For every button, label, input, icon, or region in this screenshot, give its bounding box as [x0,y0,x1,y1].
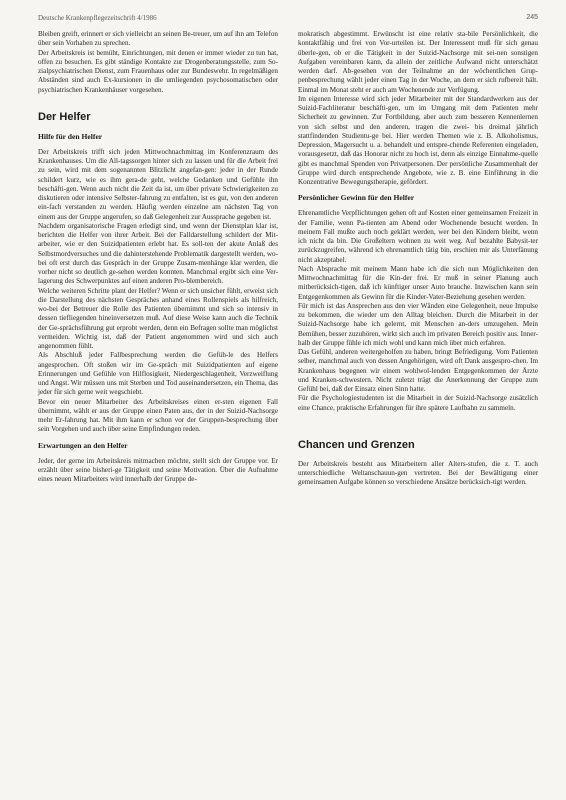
paragraph: Der Arbeitskreis besteht aus Mitarbeitern aller Alters-stufen, die z. T. auch unterschiedliche Weltanschauun-gen vertreten. Bei der Bewältigung einer gemeinsamen Aufgabe können so verschiedene Ansätze berücksich-tigt werden. [298,459,538,487]
paragraph: Welche weiteren Schritte plant der Helfer? Wenn er sich unsicher fühlt, erweist sich die Darstellung des nächsten Gespräches anhand eines Rollenspiels als hilfreich, wo-bei der Betreuer die Rolle des Patienten übernimmt und sich so intensiv in dessen tiefliegenden hineinversetzen muß. Auf diese Weise kann auch die Technik der Ge-sprächsführung gut erprobt werden, denn ein Befragen sollte man möglichst vermeiden. Wichtig ist, daß der Patient angenommen wird und sich auch angenommen fühlt. [38,286,278,350]
paragraph: Das Gefühl, anderen weitergeholfen zu haben, bringt Befriedigung. Vom Patienten selber, manchmal auch von dessen Angehörigen, wird oft Dank ausgespro-chen. Im Krankenhaus begegnen wir einem wohlwol-lenden Entgegenkommen der Ärzte und Kranken-schwestern. Nicht zuletzt trägt die Anerkennung der Gruppe zum Gefühl bei, daß der Einsatz einen Sinn hatte. [298,348,538,393]
subheading-gewinn: Persönlicher Gewinn für den Helfer [298,193,415,203]
paragraph: Bevor ein neuer Mitarbeiter des Arbeitskreises einen er-sten eigenen Fall übernimmt, wählt er aus der Gruppe einen Paten aus, der in der Suizid-Nachsorge mehr Er-fahrung hat. Mit ihm kann er schon vor der Gruppen-besprechung über sein Vorgehen und auch über seine Empfindungen reden. [38,397,278,434]
paragraph: Jeder, der gerne im Arbeitskreis mitmachen möchte, stellt sich der Gruppe vor. Er erzählt über seine bisheri-ge Tätigkeit und seine Motivation. Über die Aufnahme eines neuen Mitarbeiters wird innerhalb der Gruppe de- [38,456,278,483]
section-heading-helfer: Der Helfer [38,110,91,123]
paragraph: Bleiben greift, erinnert er sich vielleicht an seinen Be-treuer, um auf ihn am Telefon über sein Vorhaben zu sprechen. [38,30,278,48]
paragraph: Als Abschluß jeder Fallbesprechung werden die Gefüh-le des Helfers angesprochen. Oft stoßen wir im Ge-spräch mit Suizidpatienten auf eigene Erinnerungen und Gefühle von Hilflosigkeit, Niedergeschlagenheit, Verzweiflung und Angst. Wir müssen uns mit Sterben und Tod auseinandersetzen, ein Thema, das jeder für sich gerne weit wegschiebt. [38,351,278,397]
paragraph: Für mich ist das Ansprechen aus den vier Wänden eine Gelegenheit, neue Impulse zu bekommen, die wieder um den Alltag bleichen. Durch die Mitarbeit in der Suizid-Nachsorge habe ich gelernt, mit Menschen an-ders umzugehen. Mein Bemühen, besser zuzuhören, wirkt sich auch im privaten Bereich positiv aus. Inner-halb der Gruppe fühle ich mich wohl und kann mich über mich erfahren. [298,301,538,347]
left-column [38,30,278,484]
paragraph: Für die Psychologiestudenten ist die Mitarbeit in der Suizid-Nachsorge zusätzlich eine Chance, praktische Erfahrungen für ihre spätere Laufbahn zu sammeln. [298,394,538,412]
paragraph: Ehrenamtliche Verpflichtungen gehen oft auf Kosten einer gemeinsamen Freizeit in der Familie, wenn Pa-tienten am Abend oder Wochenende besucht werden. In meinem Fall mußte auch noch geklärt werden, wer bei den Kindern bleibt, wenn ich nicht da bin. Die Großeltern wohnen zu weit weg. Auf bezahlte Babysit-ter zurückzugreifen, während ich ehrenamtlich tätig bin, erschien mir als Unterfänung nicht akzeptabel. [298,209,538,264]
right-column [298,30,538,488]
subheading-hilfe: Hilfe für den Helfer [38,131,103,141]
subheading-erwartungen: Erwartungen an den Helfer [38,440,128,450]
journal-title: Deutsche Krankenpflegezeitschrift 4/1986 [38,14,157,22]
paragraph: mokratisch abgestimmt. Erwünscht ist eine relativ sta-bile Persönlichkeit, die kontaktfähig und frei von Vor-urteilen ist. Der Interessent muß für sich genau überle-gen, ob er die Tätigkeit in der Suizid-Nachsorge mit sei-nen sonstigen Aufgaben vereinbaren kann, da allein der zeitliche Aufwand nicht unterschätzt werden darf. Ab-gesehen von der Teilnahme an der wöchentlichen Grup-penbesprechung wählt jeder einen Tag in der Woche, an dem er sich rufbereit hält. Einmal im Monat steht er auch am Wochenende zur Verfügung. [298,30,538,94]
page-number: 245 [526,14,538,21]
running-header [38,14,538,24]
paragraph: Der Arbeitskreis trifft sich jeden Mittwochnachmittag im Konferenzraum des Krankenhauses. Um die All-tagssorgen hinter sich zu lassen und für die Arbeit frei zu sein, wird mit dem sogenannten Blitzlicht angefan-gen: jeder in der Runde schildert kurz, wie es ihm gera-de geht, welche Gedanken und Gefühle ihn beschäfti-gen. Wenn auch nicht die Zeit da ist, um über private Schwierigkeiten zu diskutieren oder intensive Selbster-fahrung zu entfalten, ist es gut, von den anderen ein-fach verstanden zu werden. Häufig werden einzelne am nächsten Tag von einem aus der Gruppe angerufen, so daß Gelegenheit zur Aussprache gegeben ist. [38,147,278,221]
paragraph: Nach Absprache mit meinem Mann habe ich die sich nun Möglichkeiten den Mittwochnachmittag für die Kin-der frei. Er muß in seiner Planung auch mitberücksich-tigen, daß ich künftiger unser Auto brauche. Inzwischen kann sein Entgegenkommen als Gewinn für die Kinder-Vater-Beziehung gesehen werden. [298,264,538,301]
paragraph: Der Arbeitskreis ist bemüht, Einrichtungen, mit denen er immer wieder zu tun hat, offen zu besuchen. Es gibt ständige Kontakte zur Drogenberatungsstelle, zum So-zialpsychiatrischen Dienst, zum Frauenhaus oder zur Bundeswehr. In regelmäßigen Abständen sind auch Ex-kursionen in die umliegenden psychosomatischen oder psychiatrischen Krankenhäuser vorgesehen. [38,48,278,94]
paragraph: Nachdem organisatorische Fragen erledigt sind, und wenn der Dienstplan klar ist, berichten die Helfer von ihrer Arbeit. Bei der Falldarstellung schildert der Mit-arbeiter, wie er den Suizidpatienten erlebt hat. Es soll-ten der akute Anlaß des Selbstmordversuches und die dahinterstehende Problematik dargestellt werden, wo-bei oft erst durch das Gespräch in der Gruppe Zusam-menhänge klar werden, die vorher nicht so deutlich ge-sehen werden konnten. Manchmal ergibt sich eine Ver-lagerung des Schwerpunktes auf einen anderen Pro-blembereich. [38,221,278,286]
paragraph: Im eigenen Interesse wird sich jeder Mitarbeiter mit der Standardwerken aus der Suizid-Fachliteratur beschäfti-gen, um im Umgang mit dem Patienten mehr Sicherheit zu gewinnen. Zur Fortbildung, aber auch zum besseren Kennenlernen von sich selbst und den anderen, tragen die zwei- bis dreimal jährlich stattfindenden Studientu-ge bei. Hier werden Themen wie z. B. Alkoholismus, Depression, Magersucht u. a. behandelt und entspre-chende Referenten eingeladen, vorausgesetzt, daß das Honorar nicht zu hoch ist, denn als einzige Einnahme-quelle gibt es manchmal Spenden von Privatpersonen. Der persönliche Zusammenhalt der Gruppe wird durch entsprechende Angebote, wie z. B. eine Einführung in die Konzentrative Bewegungstherapie, gefördert. [298,94,538,186]
section-heading-chancen: Chancen und Grenzen [298,438,415,451]
